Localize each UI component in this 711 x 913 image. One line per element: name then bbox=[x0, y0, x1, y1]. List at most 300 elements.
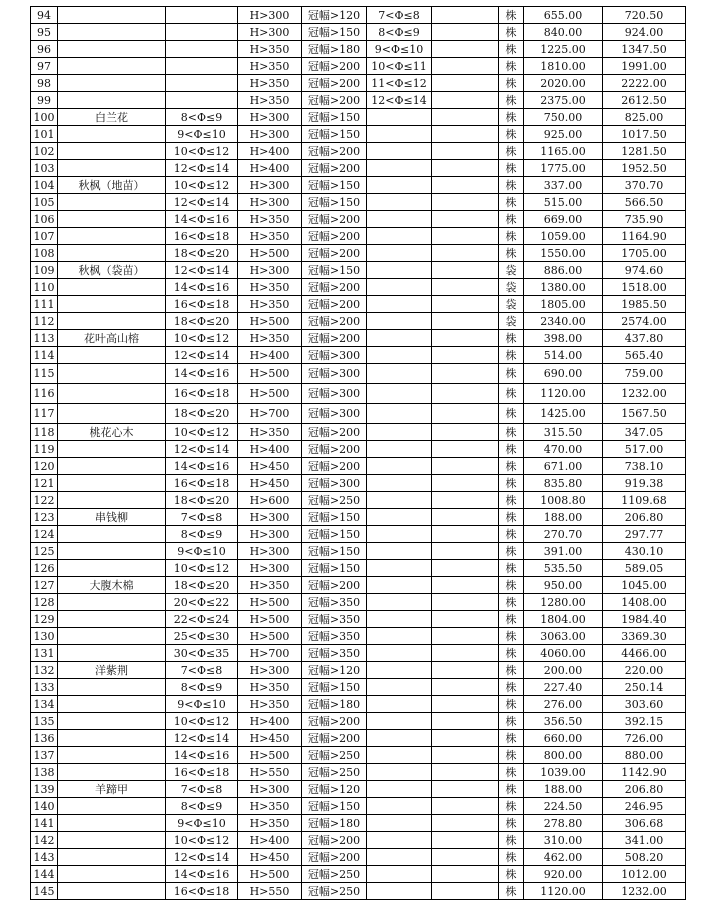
extra-spec-cell bbox=[367, 713, 432, 730]
height-cell: H>300 bbox=[238, 126, 302, 143]
crown-width-cell: 冠幅>300 bbox=[302, 475, 367, 492]
height-cell: H>500 bbox=[238, 384, 302, 404]
row-number-cell: 105 bbox=[31, 194, 58, 211]
unit-cell: 株 bbox=[499, 730, 524, 747]
height-cell: H>400 bbox=[238, 160, 302, 177]
height-cell: H>300 bbox=[238, 194, 302, 211]
table-row bbox=[31, 194, 686, 211]
crown-width-cell: 冠幅>300 bbox=[302, 384, 367, 404]
blank-cell bbox=[432, 126, 499, 143]
extra-spec-cell bbox=[367, 211, 432, 228]
total-price-cell: 341.00 bbox=[603, 832, 686, 849]
crown-width-cell: 冠幅>200 bbox=[302, 228, 367, 245]
unit-price-cell: 1039.00 bbox=[524, 764, 603, 781]
unit-price-cell: 535.50 bbox=[524, 560, 603, 577]
unit-price-cell: 188.00 bbox=[524, 781, 603, 798]
table-row bbox=[31, 404, 686, 424]
unit-price-cell: 470.00 bbox=[524, 441, 603, 458]
unit-price-cell: 669.00 bbox=[524, 211, 603, 228]
plant-name-cell bbox=[58, 594, 166, 611]
unit-price-cell: 1775.00 bbox=[524, 160, 603, 177]
table-row bbox=[31, 262, 686, 279]
extra-spec-cell bbox=[367, 781, 432, 798]
plant-name-cell bbox=[58, 849, 166, 866]
unit-cell: 株 bbox=[499, 92, 524, 109]
height-cell: H>400 bbox=[238, 713, 302, 730]
total-price-cell: 430.10 bbox=[603, 543, 686, 560]
height-cell: H>350 bbox=[238, 577, 302, 594]
row-number-cell: 137 bbox=[31, 747, 58, 764]
extra-spec-cell: 7<Φ≤8 bbox=[367, 7, 432, 24]
row-number-cell: 134 bbox=[31, 696, 58, 713]
plant-name-cell bbox=[58, 560, 166, 577]
extra-spec-cell bbox=[367, 194, 432, 211]
plant-name-cell bbox=[58, 543, 166, 560]
trunk-diameter-cell: 25<Φ≤30 bbox=[166, 628, 238, 645]
trunk-diameter-cell: 16<Φ≤18 bbox=[166, 228, 238, 245]
table-row bbox=[31, 577, 686, 594]
table-row bbox=[31, 7, 686, 24]
plant-name-cell bbox=[58, 364, 166, 384]
table-row bbox=[31, 347, 686, 364]
extra-spec-cell bbox=[367, 424, 432, 441]
crown-width-cell: 冠幅>120 bbox=[302, 781, 367, 798]
plant-name-cell: 花叶高山榕 bbox=[58, 330, 166, 347]
crown-width-cell: 冠幅>200 bbox=[302, 75, 367, 92]
trunk-diameter-cell: 10<Φ≤12 bbox=[166, 330, 238, 347]
row-number-cell: 136 bbox=[31, 730, 58, 747]
extra-spec-cell bbox=[367, 696, 432, 713]
table-row bbox=[31, 441, 686, 458]
trunk-diameter-cell: 8<Φ≤9 bbox=[166, 526, 238, 543]
height-cell: H>550 bbox=[238, 764, 302, 781]
total-price-cell: 825.00 bbox=[603, 109, 686, 126]
row-number-cell: 115 bbox=[31, 364, 58, 384]
unit-price-cell: 4060.00 bbox=[524, 645, 603, 662]
total-price-cell: 370.70 bbox=[603, 177, 686, 194]
extra-spec-cell bbox=[367, 441, 432, 458]
total-price-cell: 1017.50 bbox=[603, 126, 686, 143]
trunk-diameter-cell bbox=[166, 7, 238, 24]
unit-price-cell: 1008.80 bbox=[524, 492, 603, 509]
trunk-diameter-cell: 9<Φ≤10 bbox=[166, 543, 238, 560]
row-number-cell: 96 bbox=[31, 41, 58, 58]
blank-cell bbox=[432, 92, 499, 109]
crown-width-cell: 冠幅>180 bbox=[302, 41, 367, 58]
extra-spec-cell bbox=[367, 526, 432, 543]
unit-cell: 株 bbox=[499, 126, 524, 143]
trunk-diameter-cell: 20<Φ≤22 bbox=[166, 594, 238, 611]
trunk-diameter-cell: 12<Φ≤14 bbox=[166, 194, 238, 211]
blank-cell bbox=[432, 41, 499, 58]
extra-spec-cell: 8<Φ≤9 bbox=[367, 24, 432, 41]
crown-width-cell: 冠幅>200 bbox=[302, 730, 367, 747]
unit-cell: 株 bbox=[499, 543, 524, 560]
total-price-cell: 974.60 bbox=[603, 262, 686, 279]
extra-spec-cell bbox=[367, 798, 432, 815]
unit-cell: 株 bbox=[499, 347, 524, 364]
height-cell: H>300 bbox=[238, 560, 302, 577]
unit-price-cell: 278.80 bbox=[524, 815, 603, 832]
blank-cell bbox=[432, 509, 499, 526]
plant-name-cell bbox=[58, 798, 166, 815]
plant-name-cell bbox=[58, 475, 166, 492]
plant-name-cell bbox=[58, 696, 166, 713]
crown-width-cell: 冠幅>120 bbox=[302, 662, 367, 679]
total-price-cell: 1232.00 bbox=[603, 384, 686, 404]
crown-width-cell: 冠幅>200 bbox=[302, 713, 367, 730]
blank-cell bbox=[432, 404, 499, 424]
blank-cell bbox=[432, 75, 499, 92]
total-price-cell: 1045.00 bbox=[603, 577, 686, 594]
unit-cell: 株 bbox=[499, 160, 524, 177]
row-number-cell: 122 bbox=[31, 492, 58, 509]
unit-price-cell: 886.00 bbox=[524, 262, 603, 279]
extra-spec-cell bbox=[367, 645, 432, 662]
table-row bbox=[31, 645, 686, 662]
blank-cell bbox=[432, 160, 499, 177]
extra-spec-cell bbox=[367, 109, 432, 126]
trunk-diameter-cell: 9<Φ≤10 bbox=[166, 696, 238, 713]
table-row bbox=[31, 509, 686, 526]
blank-cell bbox=[432, 594, 499, 611]
unit-price-cell: 515.00 bbox=[524, 194, 603, 211]
table-row bbox=[31, 883, 686, 900]
unit-price-cell: 1425.00 bbox=[524, 404, 603, 424]
trunk-diameter-cell: 10<Φ≤12 bbox=[166, 424, 238, 441]
trunk-diameter-cell: 16<Φ≤18 bbox=[166, 475, 238, 492]
table-row bbox=[31, 211, 686, 228]
total-price-cell: 726.00 bbox=[603, 730, 686, 747]
row-number-cell: 124 bbox=[31, 526, 58, 543]
crown-width-cell: 冠幅>200 bbox=[302, 458, 367, 475]
unit-price-cell: 690.00 bbox=[524, 364, 603, 384]
row-number-cell: 101 bbox=[31, 126, 58, 143]
row-number-cell: 108 bbox=[31, 245, 58, 262]
blank-cell bbox=[432, 781, 499, 798]
extra-spec-cell bbox=[367, 764, 432, 781]
plant-name-cell bbox=[58, 458, 166, 475]
table-row bbox=[31, 747, 686, 764]
blank-cell bbox=[432, 679, 499, 696]
height-cell: H>500 bbox=[238, 313, 302, 330]
crown-width-cell: 冠幅>150 bbox=[302, 798, 367, 815]
table-row bbox=[31, 160, 686, 177]
unit-price-cell: 2375.00 bbox=[524, 92, 603, 109]
crown-width-cell: 冠幅>200 bbox=[302, 279, 367, 296]
blank-cell bbox=[432, 364, 499, 384]
table-row bbox=[31, 228, 686, 245]
trunk-diameter-cell: 10<Φ≤12 bbox=[166, 832, 238, 849]
height-cell: H>300 bbox=[238, 177, 302, 194]
plant-name-cell bbox=[58, 126, 166, 143]
plant-name-cell bbox=[58, 866, 166, 883]
plant-name-cell bbox=[58, 194, 166, 211]
extra-spec-cell bbox=[367, 594, 432, 611]
unit-cell: 株 bbox=[499, 364, 524, 384]
unit-cell: 株 bbox=[499, 781, 524, 798]
unit-cell: 株 bbox=[499, 475, 524, 492]
row-number-cell: 145 bbox=[31, 883, 58, 900]
extra-spec-cell bbox=[367, 296, 432, 313]
blank-cell bbox=[432, 560, 499, 577]
row-number-cell: 120 bbox=[31, 458, 58, 475]
crown-width-cell: 冠幅>150 bbox=[302, 560, 367, 577]
total-price-cell: 4466.00 bbox=[603, 645, 686, 662]
blank-cell bbox=[432, 475, 499, 492]
extra-spec-cell bbox=[367, 747, 432, 764]
row-number-cell: 103 bbox=[31, 160, 58, 177]
row-number-cell: 109 bbox=[31, 262, 58, 279]
table-row bbox=[31, 177, 686, 194]
unit-cell: 株 bbox=[499, 211, 524, 228]
blank-cell bbox=[432, 526, 499, 543]
blank-cell bbox=[432, 764, 499, 781]
unit-cell: 株 bbox=[499, 441, 524, 458]
unit-cell: 株 bbox=[499, 713, 524, 730]
plant-name-cell: 大腹木棉 bbox=[58, 577, 166, 594]
table-row bbox=[31, 92, 686, 109]
unit-price-cell: 1805.00 bbox=[524, 296, 603, 313]
row-number-cell: 99 bbox=[31, 92, 58, 109]
height-cell: H>350 bbox=[238, 92, 302, 109]
blank-cell bbox=[432, 866, 499, 883]
extra-spec-cell bbox=[367, 815, 432, 832]
unit-cell: 株 bbox=[499, 849, 524, 866]
blank-cell bbox=[432, 58, 499, 75]
crown-width-cell: 冠幅>150 bbox=[302, 262, 367, 279]
blank-cell bbox=[432, 330, 499, 347]
unit-cell: 袋 bbox=[499, 296, 524, 313]
unit-cell: 株 bbox=[499, 24, 524, 41]
extra-spec-cell bbox=[367, 543, 432, 560]
height-cell: H>550 bbox=[238, 883, 302, 900]
total-price-cell: 1518.00 bbox=[603, 279, 686, 296]
table-row bbox=[31, 730, 686, 747]
blank-cell bbox=[432, 628, 499, 645]
height-cell: H>350 bbox=[238, 815, 302, 832]
unit-cell: 株 bbox=[499, 645, 524, 662]
extra-spec-cell bbox=[367, 475, 432, 492]
unit-price-cell: 391.00 bbox=[524, 543, 603, 560]
unit-price-cell: 356.50 bbox=[524, 713, 603, 730]
plant-name-cell: 串钱柳 bbox=[58, 509, 166, 526]
unit-price-cell: 1120.00 bbox=[524, 384, 603, 404]
height-cell: H>300 bbox=[238, 509, 302, 526]
row-number-cell: 114 bbox=[31, 347, 58, 364]
table-row bbox=[31, 296, 686, 313]
blank-cell bbox=[432, 730, 499, 747]
trunk-diameter-cell: 14<Φ≤16 bbox=[166, 747, 238, 764]
blank-cell bbox=[432, 245, 499, 262]
row-number-cell: 113 bbox=[31, 330, 58, 347]
plant-name-cell bbox=[58, 764, 166, 781]
extra-spec-cell bbox=[367, 330, 432, 347]
trunk-diameter-cell bbox=[166, 92, 238, 109]
crown-width-cell: 冠幅>200 bbox=[302, 577, 367, 594]
height-cell: H>300 bbox=[238, 24, 302, 41]
blank-cell bbox=[432, 798, 499, 815]
unit-price-cell: 1120.00 bbox=[524, 883, 603, 900]
crown-width-cell: 冠幅>250 bbox=[302, 747, 367, 764]
table-row bbox=[31, 849, 686, 866]
unit-price-cell: 200.00 bbox=[524, 662, 603, 679]
extra-spec-cell bbox=[367, 492, 432, 509]
unit-price-cell: 224.50 bbox=[524, 798, 603, 815]
extra-spec-cell bbox=[367, 730, 432, 747]
table-row bbox=[31, 384, 686, 404]
price-table bbox=[30, 6, 686, 900]
trunk-diameter-cell bbox=[166, 41, 238, 58]
extra-spec-cell bbox=[367, 662, 432, 679]
trunk-diameter-cell: 10<Φ≤12 bbox=[166, 713, 238, 730]
height-cell: H>700 bbox=[238, 645, 302, 662]
total-price-cell: 880.00 bbox=[603, 747, 686, 764]
trunk-diameter-cell: 16<Φ≤18 bbox=[166, 384, 238, 404]
unit-price-cell: 950.00 bbox=[524, 577, 603, 594]
table-row bbox=[31, 330, 686, 347]
blank-cell bbox=[432, 713, 499, 730]
height-cell: H>450 bbox=[238, 849, 302, 866]
unit-price-cell: 270.70 bbox=[524, 526, 603, 543]
total-price-cell: 1164.90 bbox=[603, 228, 686, 245]
unit-price-cell: 671.00 bbox=[524, 458, 603, 475]
unit-price-cell: 398.00 bbox=[524, 330, 603, 347]
plant-name-cell bbox=[58, 713, 166, 730]
crown-width-cell: 冠幅>250 bbox=[302, 866, 367, 883]
table-row bbox=[31, 109, 686, 126]
trunk-diameter-cell: 9<Φ≤10 bbox=[166, 815, 238, 832]
unit-price-cell: 660.00 bbox=[524, 730, 603, 747]
row-number-cell: 119 bbox=[31, 441, 58, 458]
crown-width-cell: 冠幅>200 bbox=[302, 211, 367, 228]
unit-cell: 株 bbox=[499, 143, 524, 160]
row-number-cell: 97 bbox=[31, 58, 58, 75]
height-cell: H>350 bbox=[238, 228, 302, 245]
table-row bbox=[31, 832, 686, 849]
total-price-cell: 297.77 bbox=[603, 526, 686, 543]
crown-width-cell: 冠幅>200 bbox=[302, 441, 367, 458]
crown-width-cell: 冠幅>350 bbox=[302, 611, 367, 628]
total-price-cell: 1109.68 bbox=[603, 492, 686, 509]
row-number-cell: 142 bbox=[31, 832, 58, 849]
plant-name-cell bbox=[58, 313, 166, 330]
unit-price-cell: 2340.00 bbox=[524, 313, 603, 330]
blank-cell bbox=[432, 883, 499, 900]
unit-price-cell: 2020.00 bbox=[524, 75, 603, 92]
trunk-diameter-cell: 12<Φ≤14 bbox=[166, 849, 238, 866]
height-cell: H>400 bbox=[238, 441, 302, 458]
trunk-diameter-cell: 12<Φ≤14 bbox=[166, 160, 238, 177]
row-number-cell: 129 bbox=[31, 611, 58, 628]
crown-width-cell: 冠幅>150 bbox=[302, 526, 367, 543]
height-cell: H>450 bbox=[238, 730, 302, 747]
trunk-diameter-cell: 9<Φ≤10 bbox=[166, 126, 238, 143]
plant-name-cell bbox=[58, 526, 166, 543]
blank-cell bbox=[432, 662, 499, 679]
row-number-cell: 111 bbox=[31, 296, 58, 313]
crown-width-cell: 冠幅>120 bbox=[302, 7, 367, 24]
height-cell: H>350 bbox=[238, 41, 302, 58]
blank-cell bbox=[432, 424, 499, 441]
plant-name-cell: 羊蹄甲 bbox=[58, 781, 166, 798]
unit-cell: 株 bbox=[499, 883, 524, 900]
height-cell: H>350 bbox=[238, 798, 302, 815]
row-number-cell: 123 bbox=[31, 509, 58, 526]
unit-cell: 株 bbox=[499, 611, 524, 628]
total-price-cell: 1281.50 bbox=[603, 143, 686, 160]
trunk-diameter-cell: 16<Φ≤18 bbox=[166, 883, 238, 900]
trunk-diameter-cell: 8<Φ≤9 bbox=[166, 798, 238, 815]
row-number-cell: 100 bbox=[31, 109, 58, 126]
blank-cell bbox=[432, 458, 499, 475]
total-price-cell: 1991.00 bbox=[603, 58, 686, 75]
blank-cell bbox=[432, 832, 499, 849]
crown-width-cell: 冠幅>150 bbox=[302, 543, 367, 560]
unit-price-cell: 835.80 bbox=[524, 475, 603, 492]
unit-cell: 株 bbox=[499, 628, 524, 645]
trunk-diameter-cell: 12<Φ≤14 bbox=[166, 347, 238, 364]
row-number-cell: 117 bbox=[31, 404, 58, 424]
trunk-diameter-cell: 10<Φ≤12 bbox=[166, 143, 238, 160]
total-price-cell: 347.05 bbox=[603, 424, 686, 441]
unit-cell: 株 bbox=[499, 764, 524, 781]
table-row bbox=[31, 364, 686, 384]
row-number-cell: 138 bbox=[31, 764, 58, 781]
unit-cell: 株 bbox=[499, 458, 524, 475]
blank-cell bbox=[432, 228, 499, 245]
table-row bbox=[31, 41, 686, 58]
unit-cell: 株 bbox=[499, 560, 524, 577]
blank-cell bbox=[432, 313, 499, 330]
row-number-cell: 106 bbox=[31, 211, 58, 228]
extra-spec-cell bbox=[367, 347, 432, 364]
plant-name-cell bbox=[58, 628, 166, 645]
unit-price-cell: 188.00 bbox=[524, 509, 603, 526]
extra-spec-cell bbox=[367, 143, 432, 160]
table-row bbox=[31, 245, 686, 262]
unit-cell: 株 bbox=[499, 177, 524, 194]
blank-cell bbox=[432, 696, 499, 713]
plant-name-cell bbox=[58, 384, 166, 404]
unit-price-cell: 514.00 bbox=[524, 347, 603, 364]
table-row bbox=[31, 424, 686, 441]
plant-name-cell bbox=[58, 611, 166, 628]
unit-cell: 株 bbox=[499, 696, 524, 713]
height-cell: H>500 bbox=[238, 747, 302, 764]
trunk-diameter-cell: 8<Φ≤9 bbox=[166, 109, 238, 126]
crown-width-cell: 冠幅>200 bbox=[302, 245, 367, 262]
extra-spec-cell bbox=[367, 509, 432, 526]
table-row bbox=[31, 560, 686, 577]
table-row bbox=[31, 543, 686, 560]
plant-name-cell bbox=[58, 404, 166, 424]
plant-name-cell bbox=[58, 211, 166, 228]
height-cell: H>500 bbox=[238, 364, 302, 384]
trunk-diameter-cell: 7<Φ≤8 bbox=[166, 662, 238, 679]
unit-price-cell: 1804.00 bbox=[524, 611, 603, 628]
height-cell: H>500 bbox=[238, 866, 302, 883]
extra-spec-cell bbox=[367, 384, 432, 404]
height-cell: H>450 bbox=[238, 458, 302, 475]
plant-name-cell bbox=[58, 679, 166, 696]
trunk-diameter-cell: 18<Φ≤20 bbox=[166, 577, 238, 594]
total-price-cell: 206.80 bbox=[603, 781, 686, 798]
crown-width-cell: 冠幅>350 bbox=[302, 645, 367, 662]
unit-price-cell: 310.00 bbox=[524, 832, 603, 849]
unit-cell: 株 bbox=[499, 7, 524, 24]
plant-name-cell bbox=[58, 347, 166, 364]
